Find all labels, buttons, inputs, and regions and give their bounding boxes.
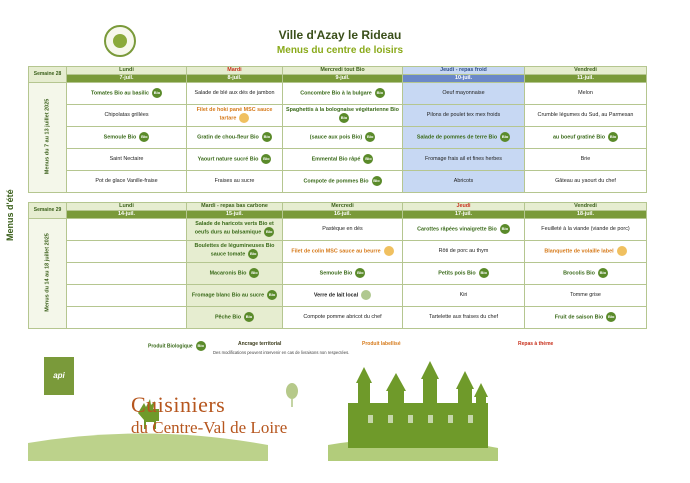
- day-header: Vendredi: [525, 203, 647, 211]
- day-header: Mardi: [187, 67, 283, 75]
- day-date: 15-juil.: [187, 210, 283, 218]
- menu-row: [29, 82, 647, 104]
- bio-badge-icon: Bio: [365, 132, 375, 142]
- day-date: 10-juil.: [403, 74, 525, 82]
- week-range-label: Menus du 7 au 13 juillet 2025: [44, 98, 51, 174]
- dish-name: Abricots: [453, 177, 474, 184]
- menu-dish: [403, 284, 525, 306]
- menu-dish: [525, 104, 647, 126]
- legend-terroir: Ancrage territorial: [238, 341, 282, 347]
- dish-name: Semoule Bio: [319, 270, 353, 277]
- bio-badge-icon: Bio: [355, 268, 365, 278]
- legend-bio: Produit Biologique Bio: [148, 343, 204, 350]
- menu-dish: [525, 82, 647, 104]
- menu-dish: [525, 262, 647, 284]
- menu-dish: [67, 148, 187, 170]
- legend-label: Produit labellisé: [362, 341, 401, 347]
- page-subtitle: Menus du centre de loisirs: [276, 45, 404, 56]
- menu-dish: [403, 104, 525, 126]
- label-badge-icon: [239, 113, 249, 123]
- menu-dish: [283, 306, 403, 328]
- dish-name: Pilons de poulet tex mex froids: [426, 111, 501, 118]
- dish-name: Fraises au sucre: [214, 177, 255, 184]
- menu-dish: [525, 148, 647, 170]
- bio-badge-icon: Bio: [244, 312, 254, 322]
- bio-badge-icon: Bio: [248, 249, 258, 259]
- menu-row: [29, 148, 647, 170]
- menu-row: [29, 170, 647, 192]
- dish-name: Pêche Bio: [214, 314, 242, 321]
- bio-badge-icon: Bio: [479, 268, 489, 278]
- bio-badge-icon: Bio: [598, 268, 608, 278]
- dish-name: Rôti de porc au thym: [438, 247, 489, 254]
- menu-dish: [187, 148, 283, 170]
- dish-name: au boeuf gratiné Bio: [552, 134, 606, 141]
- menu-dish: [525, 218, 647, 240]
- day-date: 14-juil.: [67, 210, 187, 218]
- dish-name: Compote pomme abricot du chef: [303, 313, 382, 320]
- menu-dish: [283, 82, 403, 104]
- dish-name: Melon: [578, 89, 593, 96]
- dish-name: Tartelette aux fraises du chef: [429, 313, 498, 320]
- menu-dish: [283, 240, 403, 262]
- dish-name: Tomme grise: [570, 291, 601, 298]
- menu-dish: [403, 170, 525, 192]
- menu-dish: [67, 306, 187, 328]
- menu-dish: [525, 126, 647, 148]
- menu-dish: [187, 170, 283, 192]
- day-header: Lundi: [67, 67, 187, 75]
- bio-badge-icon: Bio: [249, 268, 259, 278]
- dish-name: Filet de colin MSC sauce au beurre: [291, 248, 381, 255]
- dish-name: Filet de hoki pané MSC sauce tartare: [196, 106, 273, 122]
- menu-dish: [283, 284, 403, 306]
- menu-dish: [283, 126, 403, 148]
- day-date: 18-juil.: [525, 210, 647, 218]
- week-number: Semaine 29: [33, 206, 62, 213]
- menu-dish: [67, 262, 187, 284]
- menu-dish: [187, 82, 283, 104]
- menu-dish: [525, 306, 647, 328]
- menu-dish: [525, 240, 647, 262]
- menu-row: [29, 126, 647, 148]
- menu-dish: [403, 148, 525, 170]
- menu-row: [29, 262, 647, 284]
- dish-name: Blanquette de volaille label: [544, 248, 614, 255]
- day-header: Mercredi tout Bio: [283, 67, 403, 75]
- menu-dish: [403, 126, 525, 148]
- brand-title: Cuisiniers: [131, 392, 226, 417]
- day-header: Jeudi - repas froid: [403, 67, 525, 75]
- balloon-icon: [286, 383, 298, 399]
- dish-name: Semoule Bio: [103, 134, 137, 141]
- menu-dish: [283, 218, 403, 240]
- bio-badge-icon: Bio: [375, 88, 385, 98]
- menu-dish: [187, 126, 283, 148]
- dish-name: Crumble légumes du Sud, au Parmesan: [537, 111, 634, 118]
- menu-dish: [403, 306, 525, 328]
- bio-badge-icon: Bio: [608, 132, 618, 142]
- dish-name: Salade de haricots verts Bio et oeufs durs au balsamique: [194, 220, 274, 236]
- bio-badge-icon: Bio: [606, 312, 616, 322]
- dish-name: Emmental Bio râpé: [311, 156, 361, 163]
- week2-table: [28, 202, 647, 329]
- terroir-badge-icon: [361, 290, 371, 300]
- dish-name: Concombre Bio à la bulgare: [300, 90, 372, 97]
- menu-dish: [187, 104, 283, 126]
- bio-badge-icon: Bio: [339, 113, 349, 123]
- dish-name: Pastèque en dés: [322, 225, 363, 232]
- menu-dish: [187, 306, 283, 328]
- city-seal-logo: [104, 25, 136, 57]
- bio-badge-icon: Bio: [267, 290, 277, 300]
- menu-dish: [67, 284, 187, 306]
- dish-name: Boulettes de légumineuses Bio sauce tomate: [194, 242, 275, 258]
- menu-dish: [67, 82, 187, 104]
- week1-grid: [28, 66, 647, 193]
- menu-dish: [283, 170, 403, 192]
- dish-name: Compote de pommes Bio: [303, 178, 369, 185]
- dish-name: Tomates Bio au basilic: [90, 90, 149, 97]
- bio-badge-icon: Bio: [372, 176, 382, 186]
- menu-dish: [187, 284, 283, 306]
- bio-badge-icon: Bio: [139, 132, 149, 142]
- bio-badge-icon: Bio: [152, 88, 162, 98]
- menu-dish: [403, 82, 525, 104]
- day-date: 9-juil.: [283, 74, 403, 82]
- legend-theme: Repas à thème: [518, 341, 554, 347]
- dish-name: Yaourt nature sucré Bio: [197, 156, 259, 163]
- menu-dish: [525, 284, 647, 306]
- day-date: 16-juil.: [283, 210, 403, 218]
- label-badge-icon: [617, 246, 627, 256]
- day-header: Mardi - repas bas carbone: [187, 203, 283, 211]
- menu-dish: [283, 262, 403, 284]
- day-header: Vendredi: [525, 67, 647, 75]
- dish-name: Spaghettis à la bolognaise végétarienne Bio: [286, 106, 399, 113]
- dish-name: Pot de glace Vanille-fraise: [95, 177, 158, 184]
- menu-dish: [403, 262, 525, 284]
- dish-name: Fromage blanc Bio au sucre: [191, 292, 265, 299]
- footer-branding: [28, 353, 650, 461]
- bio-badge-icon: Bio: [363, 154, 373, 164]
- menu-dish: [67, 126, 187, 148]
- page-title: Ville d'Azay le Rideau: [278, 28, 402, 42]
- dish-name: Salade de pommes de terre Bio: [416, 134, 498, 141]
- menu-row: [29, 284, 647, 306]
- bio-badge-icon: Bio: [261, 154, 271, 164]
- dish-name: Gratin de chou-fleur Bio: [197, 134, 259, 141]
- menu-dish: [67, 240, 187, 262]
- dish-name: Chipolatas grillées: [104, 111, 149, 118]
- menu-dish: [67, 104, 187, 126]
- week-number: Semaine 28: [33, 70, 62, 77]
- menu-row: [29, 240, 647, 262]
- menu-dish: [67, 218, 187, 240]
- season-label: Menus d'été: [5, 189, 15, 241]
- dish-name: Oeuf mayonnaise: [442, 89, 485, 96]
- day-header: Mercredi: [283, 203, 403, 211]
- dish-name: Verre de lait local: [313, 292, 359, 299]
- dish-name: Salade de blé aux dés de jambon: [194, 89, 275, 96]
- menu-dish: [187, 218, 283, 240]
- menu-dish: [525, 170, 647, 192]
- day-date: 8-juil.: [187, 74, 283, 82]
- menu-dish: [283, 148, 403, 170]
- menu-dish: [403, 218, 525, 240]
- dish-name: Feuilleté à la viande (viande de porc): [541, 225, 630, 232]
- week2-grid: [28, 202, 647, 329]
- menu-dish: [283, 104, 403, 126]
- day-date: 11-juil.: [525, 74, 647, 82]
- bio-badge-icon: Bio: [500, 224, 510, 234]
- api-logo: api: [44, 357, 74, 395]
- dish-name: Petits pois Bio: [438, 270, 476, 277]
- dish-name: Fromage frais ail et fines herbes: [424, 155, 502, 162]
- day-date: 7-juil.: [67, 74, 187, 82]
- label-badge-icon: [384, 246, 394, 256]
- menu-dish: [403, 240, 525, 262]
- bio-badge-icon: Bio: [262, 132, 272, 142]
- disclaimer-note: Des modifications peuvent intervenir en cas de livraisons non respectées.: [213, 350, 350, 355]
- day-header: Jeudi: [403, 203, 525, 211]
- dish-name: Gâteau au yaourt du chef: [555, 177, 616, 184]
- dish-name: Kiri: [459, 291, 468, 298]
- menu-row: [29, 306, 647, 328]
- bio-badge-icon: Bio: [196, 341, 206, 351]
- dish-name: Carottes râpées vinaigrette Bio: [417, 226, 497, 233]
- dish-name: Macaronis Bio: [209, 270, 247, 277]
- bio-badge-icon: Bio: [500, 132, 510, 142]
- dish-name: (sauce aux pois Bio): [309, 134, 363, 141]
- menu-row: [29, 218, 647, 240]
- menu-dish: [67, 170, 187, 192]
- day-header: Lundi: [67, 203, 187, 211]
- dish-name: Brie: [580, 155, 591, 162]
- dish-name: Fruit de saison Bio: [554, 314, 604, 321]
- week1-table: [28, 66, 647, 193]
- menu-row: [29, 104, 647, 126]
- dish-name: Brocolis Bio: [563, 270, 595, 277]
- week-range-label: Menus du 14 au 18 juillet 2025: [44, 232, 51, 312]
- menu-dish: [187, 262, 283, 284]
- brand-subtitle: du Centre-Val de Loire: [131, 418, 288, 437]
- dish-name: Saint Nectaire: [109, 155, 144, 162]
- castle-landscape-icon: [28, 353, 650, 461]
- menu-dish: [187, 240, 283, 262]
- day-date: 17-juil.: [403, 210, 525, 218]
- bio-badge-icon: Bio: [264, 227, 274, 237]
